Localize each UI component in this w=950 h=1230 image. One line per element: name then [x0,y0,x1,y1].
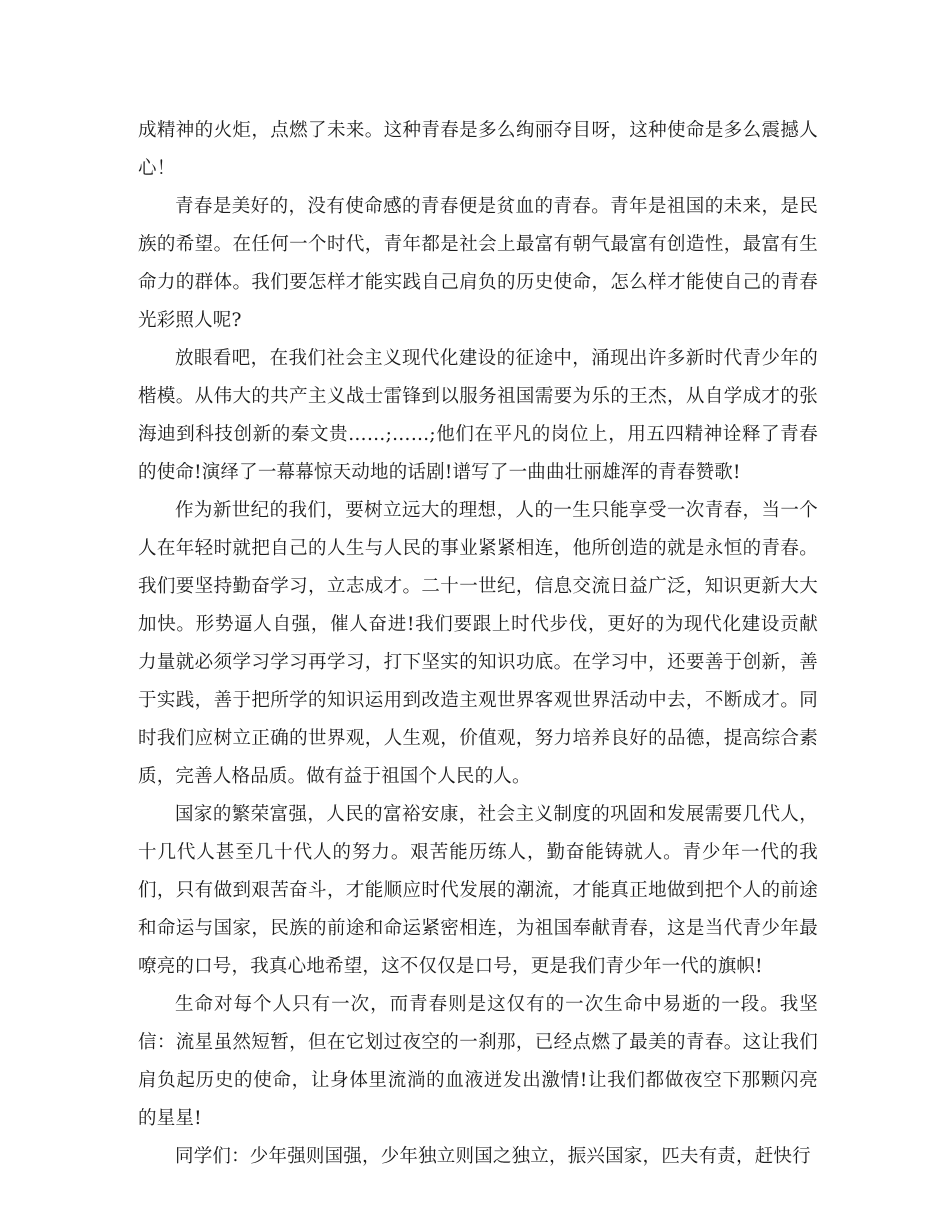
paragraph-5: 国家的繁荣富强，人民的富裕安康，社会主义制度的巩固和发展需要几代人，十几代人甚至几十代人的努力。艰苦能历练人，勤奋能铸就人。青少年一代的我们，只有做到艰苦奋斗，才能顺应时代发展的潮流，才能真正地做到把个人的前途和命运与国家，民族的前途和命运紧密相连，为祖国奉献青春，这是当代青少年最嘹亮的口号，我真心地希望，这不仅仅是口号，更是我们青少年一代的旗帜! [138,804,818,977]
document-body [138,112,818,1176]
paragraph-3: 放眼看吧，在我们社会主义现代化建设的征途中，涌现出许多新时代青少年的楷模。从伟大的共产主义战士雷锋到以服务祖国需要为乐的王杰，从自学成才的张海迪到科技创新的秦文贵……;……;他们在平凡的岗位上，用五四精神诠释了青春的使命!演绎了一幕幕惊天动地的话剧!谱写了一曲曲壮丽雄浑的青春赞歌! [138,348,818,483]
paragraph-6: 生命对每个人只有一次，而青春则是这仅有的一次生命中易逝的一段。我坚信：流星虽然短暂，但在它划过夜空的一刹那，已经点燃了最美的青春。这让我们肩负起历史的使命，让身体里流淌的血液迸发出激情!让我们都做夜空下那颗闪亮的星星! [138,994,818,1129]
paragraph-2: 青春是美好的，没有使命感的青春便是贫血的青春。青年是祖国的未来，是民族的希望。在任何一个时代，青年都是社会上最富有朝气最富有创造性，最富有生命力的群体。我们要怎样才能实践自己肩负的历史使命，怎么样才能使自己的青春光彩照人呢? [138,196,818,331]
paragraph-1: 成精神的火炬，点燃了未来。这种青春是多么绚丽夺目呀，这种使命是多么震撼人心！ [138,120,818,179]
paragraph-4: 作为新世纪的我们，要树立远大的理想，人的一生只能享受一次青春，当一个人在年轻时就把自己的人生与人民的事业紧紧相连，他所创造的就是永恒的青春。我们要坚持勤奋学习，立志成才。二十一世纪，信息交流日益广泛，知识更新大大加快。形势逼人自强，催人奋进!我们要跟上时代步伐，更好的为现代化建设贡献力量就必须学习学习再学习，打下坚实的知识功底。在学习中，还要善于创新，善于实践，善于把所学的知识运用到改造主观世界客观世界活动中去，不断成才。同时我们应树立正确的世界观，人生观，价值观，努力培养良好的品德，提高综合素质，完善人格品质。做有益于祖国个人民的人。 [138,500,818,787]
paragraph-7: 同学们：少年强则国强，少年独立则国之独立，振兴国家，匹夫有责，赶快行 [175,1146,811,1167]
